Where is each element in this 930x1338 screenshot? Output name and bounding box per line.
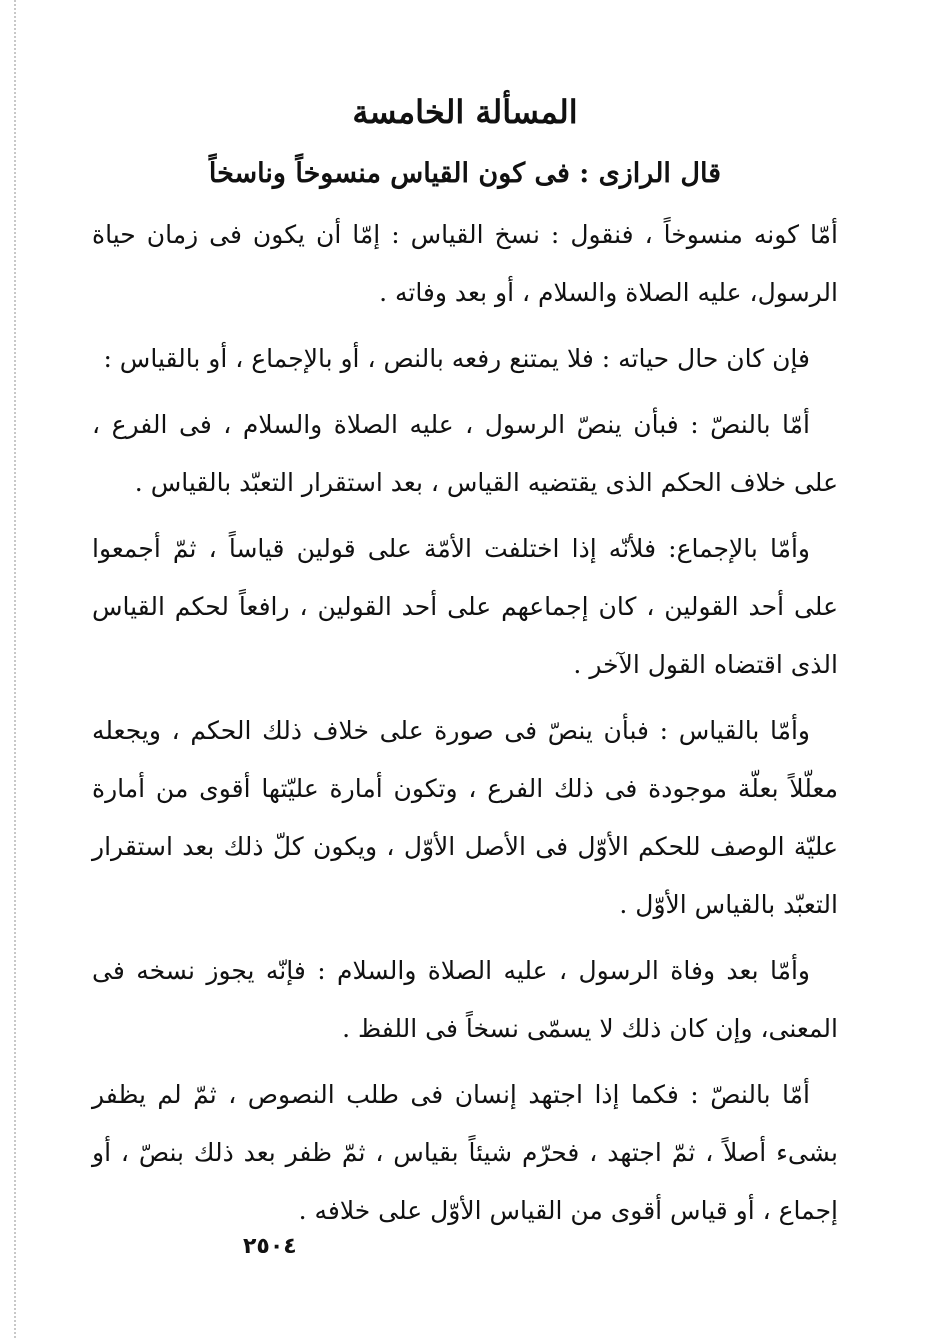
section-subtitle: قال الرازى : فى كون القياس منسوخاً وناسخاً: [208, 158, 722, 189]
paragraph-7: أمّا بالنصّ : فكما إذا اجتهد إنسان فى طلب النصوص ، ثمّ لم يظفر بشىء أصلاً ، ثمّ اجتهد ، فحرّم شيئاً بقياس ، ثمّ ظفر بعد ذلك بنصّ ، أو إجماع ، أو قياس أقوى من القياس الأوّل على خلافه .: [92, 1080, 838, 1225]
chapter-title: المسألة الخامسة: [352, 93, 578, 131]
paragraph-2: فإن كان حال حياته : فلا يمتنع رفعه بالنص ، أو بالإجماع ، أو بالقياس :: [103, 344, 810, 373]
paragraph-1: أمّا كونه منسوخاً ، فنقول : نسخ القياس : إمّا أن يكون فى زمان حياة الرسول، عليه الصلاة والسلام ، أو بعد وفاته .: [92, 220, 838, 307]
page-number: ٢٥٠٤: [243, 1234, 297, 1259]
binding-dotted-line: [14, 0, 16, 1338]
paragraph-5: وأمّا بالقياس : فبأن ينصّ فى صورة على خلاف ذلك الحكم ، ويجعله معلّلاً بعلّة موجودة فى ذلك الفرع ، وتكون أمارة عليّتها أقوى من أمارة عليّة الوصف للحكم الأوّل فى الأصل الأوّل ، ويكون كلّ ذلك بعد استقرار التعبّد بالقياس الأوّل .: [92, 716, 838, 919]
paragraph-4: وأمّا بالإجماع: فلأنّه إذا اختلفت الأمّة على قولين قياساً ، ثمّ أجمعوا على أحد القولين ، كان إجماعهم على أحد القولين ، رافعاً لحكم القياس الذى اقتضاه القول الآخر .: [92, 534, 838, 679]
paragraph-3: أمّا بالنصّ : فبأن ينصّ الرسول ، عليه الصلاة والسلام ، فى الفرع ، على خلاف الحكم الذى يقتضيه القياس ، بعد استقرار التعبّد بالقياس .: [92, 410, 838, 497]
page-content: [92, 80, 838, 1248]
paragraph-6: وأمّا بعد وفاة الرسول ، عليه الصلاة والسلام : فإنّه يجوز نسخه فى المعنى، وإن كان ذلك لا يسمّى نسخاً فى اللفظ .: [92, 956, 838, 1043]
